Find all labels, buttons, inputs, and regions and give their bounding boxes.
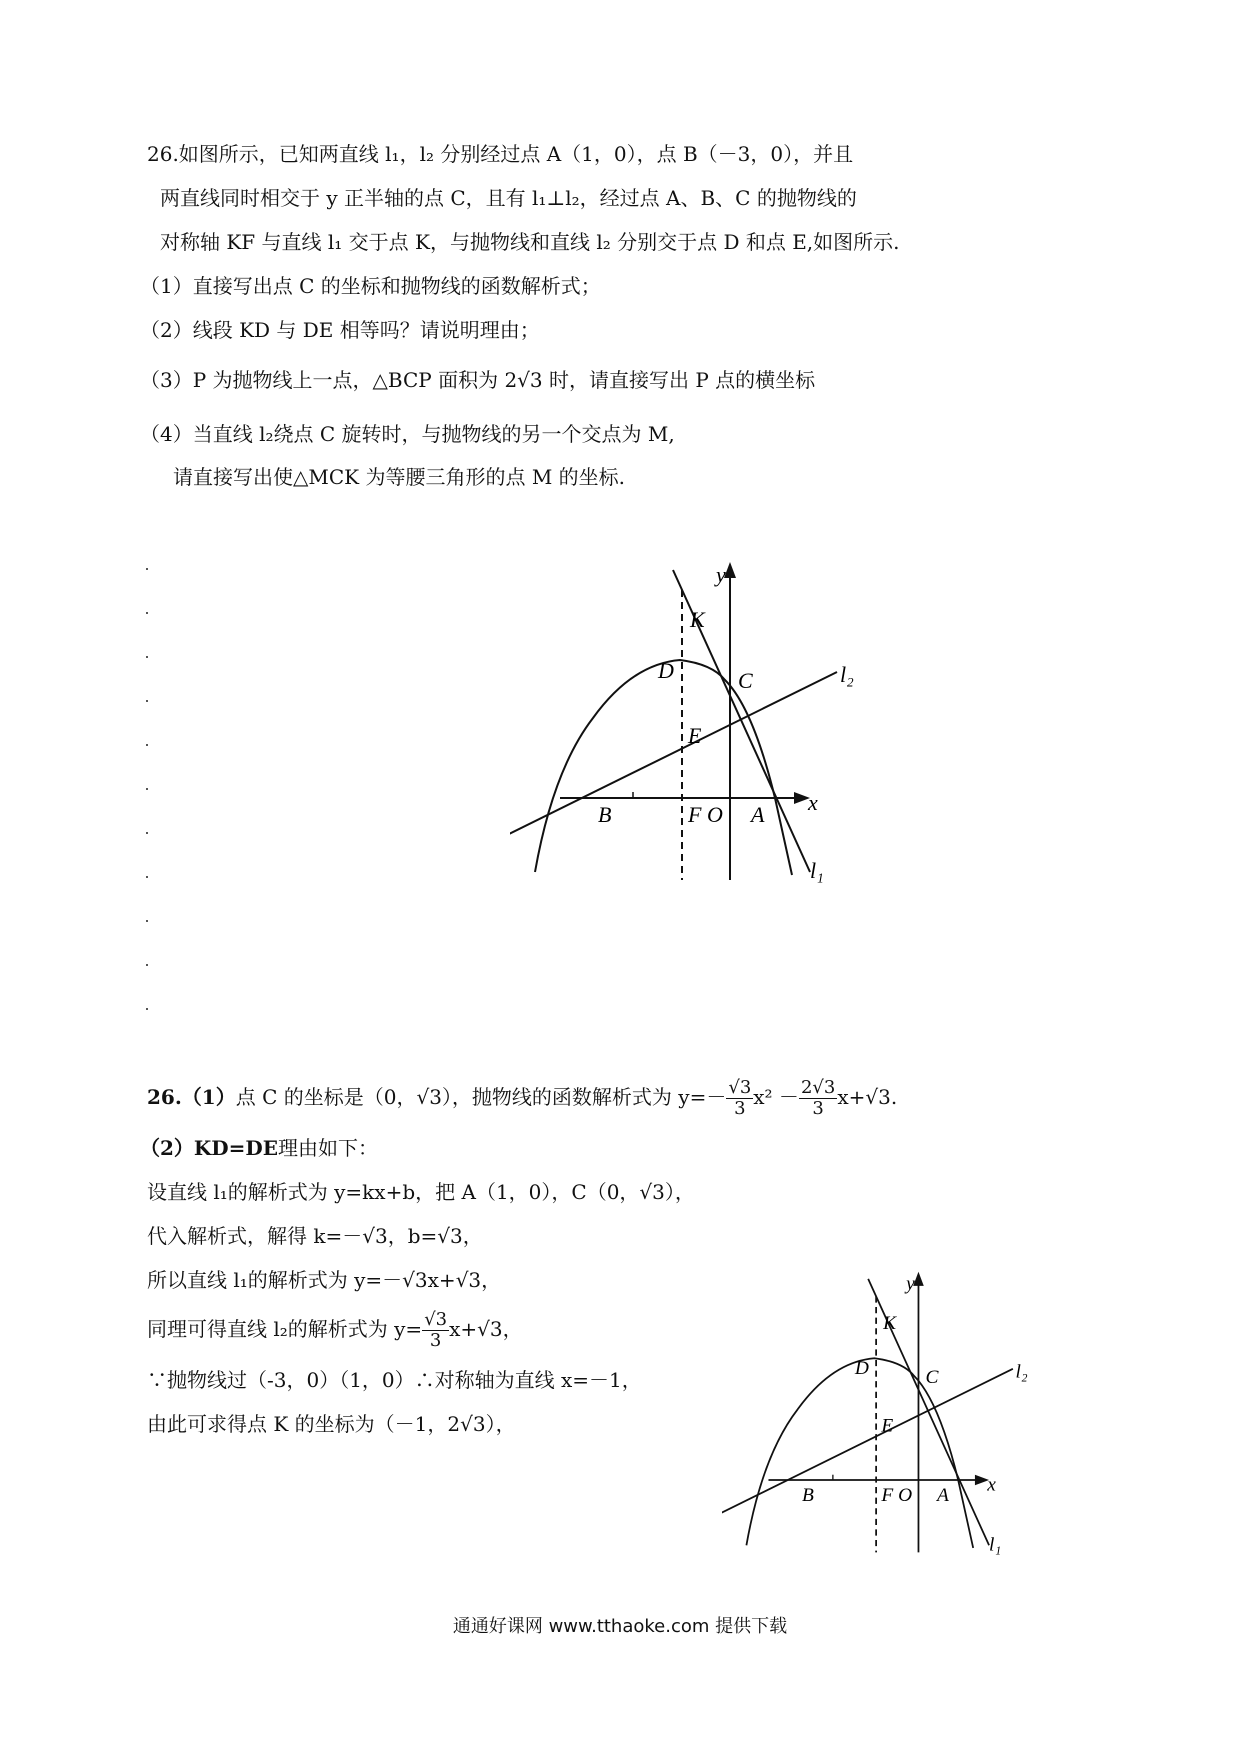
- margin-dot: [146, 964, 148, 966]
- x-axis-label: x: [987, 1474, 996, 1496]
- parabola-figure-2: [722, 1270, 1062, 1570]
- label-F: F: [881, 1485, 894, 1507]
- margin-dot: [146, 1008, 148, 1010]
- answer-1-text: 点 C 的坐标是（0，√3），抛物线的函数解析式为: [235, 1085, 679, 1109]
- margin-dot: [146, 656, 148, 658]
- question-3: （3）P 为抛物线上一点，△BCP 面积为 2√3 时，请直接写出 P 点的横坐标: [140, 368, 816, 392]
- fraction-2-denominator: 3: [812, 1098, 824, 1119]
- problem-line-2: 两直线同时相交于 y 正半轴的点 C，且有 l₁⊥l₂，经过点 A、B、C 的抛物线的: [160, 186, 857, 210]
- answer-line-3: 所以直线 l₁的解析式为 y=－√3x+√3，: [147, 1268, 502, 1292]
- question-4-continued: 请直接写出使△MCK 为等腰三角形的点 M 的坐标.: [173, 465, 626, 489]
- label-B: B: [598, 802, 612, 827]
- label-E: E: [881, 1415, 894, 1437]
- label-O: O: [707, 802, 723, 827]
- margin-dot: [146, 700, 148, 702]
- label-O: O: [898, 1485, 913, 1507]
- label-D: D: [658, 658, 674, 683]
- margin-dot: [146, 788, 148, 790]
- answer-line-2: 代入解析式，解得 k=－√3，b=√3，: [147, 1224, 483, 1248]
- margin-dot: [146, 832, 148, 834]
- margin-dot: [146, 568, 148, 570]
- fraction-3-numerator: √3: [424, 1309, 448, 1330]
- label-E: E: [688, 723, 702, 748]
- margin-dot: [146, 744, 148, 746]
- answer-line-1: 设直线 l₁的解析式为 y=kx+b，把 A（1，0），C（0，√3），: [147, 1180, 695, 1204]
- label-F: F: [688, 802, 702, 827]
- problem-line-1: 26.如图所示，已知两直线 l₁，l₂ 分别经过点 A（1，0），点 B（－3，0），并且: [147, 142, 854, 166]
- label-K: K: [690, 607, 705, 632]
- label-A: A: [751, 802, 765, 827]
- fraction-2: [799, 1078, 837, 1119]
- label-B: B: [802, 1485, 814, 1507]
- label-D: D: [854, 1358, 869, 1380]
- x-axis-label: x: [808, 790, 818, 815]
- footer-credit: 通通好课网 www.tthaoke.com 提供下载: [452, 1616, 788, 1637]
- answer-1-head: 26.（1）: [147, 1085, 236, 1109]
- answer-line-4-pre: 同理可得直线 l₂的解析式为 y=: [147, 1317, 423, 1341]
- label-C: C: [738, 668, 753, 693]
- label-l2: l₂: [840, 662, 854, 687]
- answer-2-text: 理由如下：: [278, 1136, 378, 1160]
- answer-2-head: （2）KD=DE: [140, 1136, 278, 1160]
- answer-line-4: [147, 1310, 523, 1351]
- label-l2: l₂: [1015, 1361, 1028, 1383]
- answer-line-5: ∵抛物线过（-3，0）（1，0）∴对称轴为直线 x=－1，: [147, 1368, 642, 1392]
- answer-1-formula-mid: x² －: [753, 1085, 799, 1109]
- margin-dot: [146, 612, 148, 614]
- fraction-1-numerator: √3: [728, 1077, 752, 1098]
- problem-line-3: 对称轴 KF 与直线 l₁ 交于点 K，与抛物线和直线 l₂ 分别交于点 D 和点 E,如图所示.: [160, 230, 900, 254]
- fraction-1-denominator: 3: [734, 1098, 746, 1119]
- question-4: （4）当直线 l₂绕点 C 旋转时，与抛物线的另一个交点为 M,: [140, 422, 675, 446]
- answer-2: [140, 1134, 378, 1162]
- fraction-3: [422, 1310, 449, 1351]
- y-axis-label: y: [716, 562, 726, 587]
- answer-line-6: 由此可求得点 K 的坐标为（－1，2√3），: [147, 1412, 516, 1436]
- margin-dot: [146, 920, 148, 922]
- question-1: （1）直接写出点 C 的坐标和抛物线的函数解析式；: [140, 274, 601, 298]
- label-C: C: [925, 1366, 939, 1388]
- answer-line-4-post: x+√3，: [449, 1317, 523, 1341]
- label-l1: l₁: [989, 1534, 1002, 1556]
- answer-1: [147, 1078, 897, 1119]
- answer-1-formula-pre: y=－: [678, 1085, 727, 1109]
- fraction-1: [726, 1078, 753, 1119]
- label-l1: l₁: [810, 858, 824, 883]
- fraction-2-numerator: 2√3: [800, 1077, 836, 1098]
- answer-1-formula-post: x+√3.: [837, 1085, 898, 1109]
- parabola-figure-1: [510, 560, 890, 900]
- margin-dot: [146, 876, 148, 878]
- label-A: A: [937, 1485, 949, 1507]
- fraction-3-denominator: 3: [429, 1330, 442, 1351]
- label-K: K: [883, 1313, 897, 1335]
- question-2: （2）线段 KD 与 DE 相等吗？请说明理由；: [140, 318, 540, 342]
- y-axis-label: y: [906, 1273, 915, 1295]
